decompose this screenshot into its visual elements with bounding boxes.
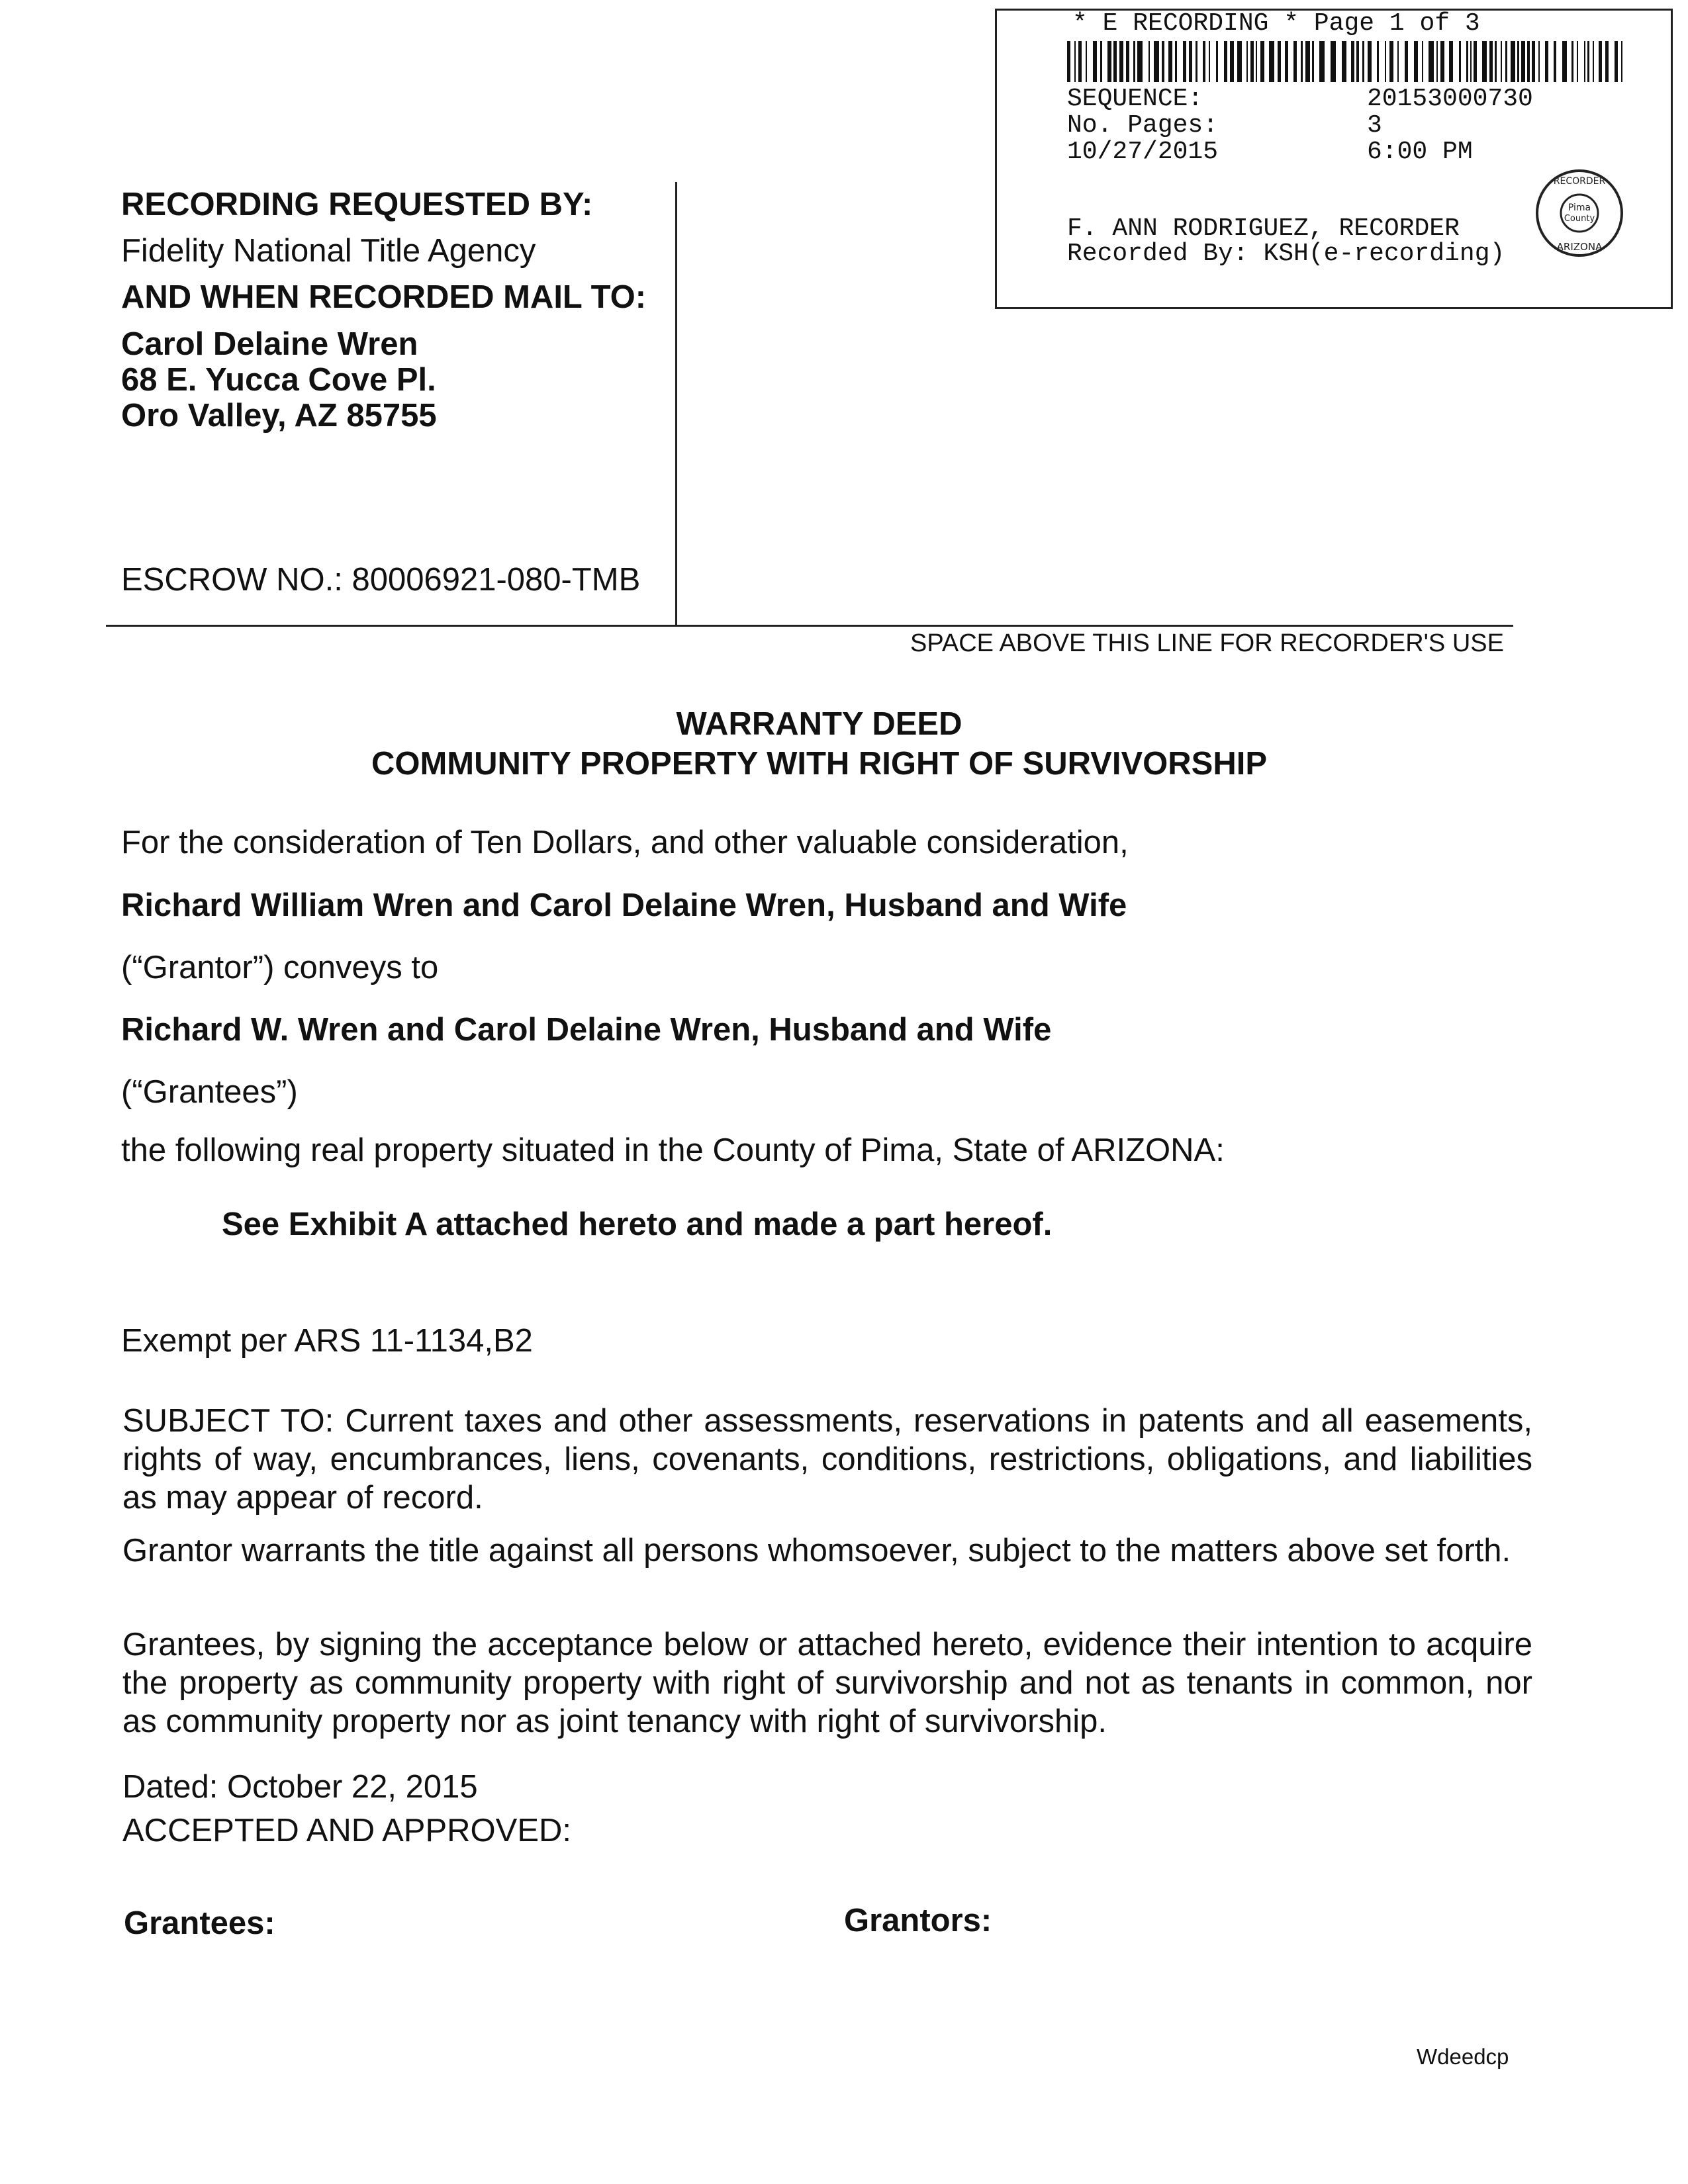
- barcode-bar: [1224, 41, 1227, 82]
- barcode-bar: [1342, 41, 1346, 82]
- barcode-bar: [1562, 41, 1567, 82]
- barcode-bar: [1587, 41, 1589, 82]
- document-title: WARRANTY DEED: [676, 706, 962, 742]
- barcode-bar: [1599, 41, 1602, 82]
- exhibit-reference: See Exhibit A attached hereto and made a part hereof.: [222, 1206, 1053, 1242]
- barcode-bar: [1532, 41, 1535, 82]
- barcode-bar: [1577, 41, 1578, 82]
- recorder-name: F. ANN RODRIGUEZ, RECORDER: [1067, 214, 1460, 243]
- barcode-bar: [1501, 41, 1502, 82]
- barcode-bar: [1482, 41, 1487, 82]
- requested-by-label: RECORDING REQUESTED BY:: [121, 187, 593, 222]
- barcode-bar: [1301, 41, 1303, 82]
- barcode-bar: [1216, 41, 1218, 82]
- recorder-use-line: [106, 625, 1513, 627]
- record-date: 10/27/2015: [1067, 138, 1219, 166]
- county-recorder-seal: [1533, 167, 1626, 259]
- barcode-bar: [1385, 41, 1386, 82]
- grantor-label: (“Grantor”) conveys to: [121, 950, 439, 985]
- stamp-header: * E RECORDING * Page 1 of 3: [1072, 9, 1480, 38]
- barcode-bar: [1489, 41, 1493, 82]
- barcode-bar: [1414, 41, 1418, 82]
- barcode-bar: [1237, 41, 1242, 82]
- svg-text:County: County: [1564, 214, 1595, 224]
- barcode-bar: [1149, 41, 1150, 82]
- escrow-number: ESCROW NO.: 80006921-080-TMB: [121, 562, 641, 598]
- barcode-bar: [1293, 41, 1297, 82]
- barcode-bar: [1162, 41, 1164, 82]
- barcode-bar: [1389, 41, 1393, 82]
- barcode-bar: [1331, 41, 1336, 82]
- barcode-bar: [1521, 41, 1525, 82]
- barcode-bar: [1571, 41, 1573, 82]
- barcode-bar: [1100, 41, 1102, 82]
- svg-text:RECORDER: RECORDER: [1553, 176, 1606, 187]
- barcode-bar: [1362, 41, 1364, 82]
- vertical-divider: [675, 182, 677, 625]
- barcode-bar: [1422, 41, 1423, 82]
- form-code: Wdeedcp: [1417, 2044, 1509, 2069]
- barcode-bar: [1405, 41, 1408, 82]
- pages-label: No. Pages:: [1067, 111, 1219, 140]
- barcode-bar: [1260, 41, 1264, 82]
- barcode-bar: [1175, 41, 1177, 82]
- grantors-signature-label: Grantors:: [844, 1903, 992, 1938]
- barcode-bar: [1545, 41, 1548, 82]
- mail-to-street: 68 E. Yucca Cove Pl.: [121, 362, 436, 398]
- property-location: the following real property situated in the County of Pima, State of ARIZONA:: [121, 1132, 1225, 1168]
- barcode-bar: [1511, 41, 1515, 82]
- barcode-bar: [1459, 41, 1461, 82]
- barcode-bar: [1474, 41, 1477, 82]
- barcode-bar: [1517, 41, 1519, 82]
- barcode-bar: [1429, 41, 1434, 82]
- grantees-intent-paragraph: Grantees, by signing the acceptance below or attached hereto, evidence their intention to acquire the property as community property with right of survivorship and not as tenants in common, nor as community property nor as joint tenancy with right of survivorship.: [122, 1627, 1532, 1739]
- barcode-bar: [1305, 41, 1310, 82]
- barcode-bar: [1554, 41, 1556, 82]
- barcode-bar: [1126, 41, 1129, 82]
- barcode-bar: [1269, 41, 1274, 82]
- dated-line: Dated: October 22, 2015: [122, 1769, 478, 1805]
- barcode-bar: [1356, 41, 1359, 82]
- barcode-bar: [1368, 41, 1372, 82]
- barcode-bar: [1319, 41, 1325, 82]
- barcode-bar: [1615, 41, 1618, 82]
- recorder-use-note: SPACE ABOVE THIS LINE FOR RECORDER'S USE: [910, 629, 1504, 657]
- svg-text:Pima: Pima: [1568, 203, 1591, 213]
- barcode-bar: [1256, 41, 1257, 82]
- barcode-bar: [1621, 41, 1622, 82]
- document-subtitle: COMMUNITY PROPERTY WITH RIGHT OF SURVIVORSHIP: [371, 746, 1268, 782]
- requested-by-value: Fidelity National Title Agency: [121, 233, 536, 269]
- barcode-bar: [1137, 41, 1143, 82]
- barcode-bar: [1183, 41, 1186, 82]
- barcode-bar: [1246, 41, 1248, 82]
- barcode-bar: [1449, 41, 1453, 82]
- barcode-bar: [1351, 41, 1354, 82]
- grantees-signature-label: Grantees:: [124, 1905, 275, 1941]
- mail-to-city: Oro Valley, AZ 85755: [121, 398, 437, 433]
- sequence-label: SEQUENCE:: [1067, 85, 1203, 113]
- barcode-bar: [1527, 41, 1530, 82]
- accepted-approved: ACCEPTED AND APPROVED:: [122, 1813, 572, 1848]
- barcode-bar: [1605, 41, 1609, 82]
- grantor-names: Richard William Wren and Carol Delaine Wren, Husband and Wife: [121, 887, 1127, 923]
- barcode-bar: [1086, 41, 1087, 82]
- warranty-paragraph: Grantor warrants the title against all persons whomsoever, subject to the matters above set forth.: [122, 1533, 1511, 1569]
- grantee-label: (“Grantees”): [121, 1074, 298, 1110]
- barcode-bar: [1250, 41, 1254, 82]
- consideration-text: For the consideration of Ten Dollars, and other valuable consideration,: [121, 825, 1129, 860]
- barcode-bar: [1470, 41, 1472, 82]
- recorded-by: Recorded By: KSH(e-recording): [1067, 240, 1505, 268]
- barcode-bar: [1285, 41, 1288, 82]
- barcode-bar: [1078, 41, 1082, 82]
- barcode-bar: [1505, 41, 1507, 82]
- subject-to-paragraph: SUBJECT TO: Current taxes and other assessments, reservations in patents and all easements, rights of way, encumbrances, liens, covenants, conditions, restrictions, obligations, and liabilities as may appear of record.: [122, 1403, 1532, 1516]
- barcode-bar: [1074, 41, 1076, 82]
- barcode-bar: [1397, 41, 1399, 82]
- barcode-bar: [1440, 41, 1444, 82]
- barcode-bar: [1538, 41, 1540, 82]
- barcode-bar: [1209, 41, 1210, 82]
- barcode-bar: [1377, 41, 1379, 82]
- barcode-bar: [1093, 41, 1097, 82]
- barcode-bar: [1203, 41, 1205, 82]
- sequence-value: 20153000730: [1367, 85, 1533, 113]
- barcode-bar: [1107, 41, 1111, 82]
- barcode-bar: [1593, 41, 1594, 82]
- barcode: [1067, 41, 1630, 82]
- barcode-bar: [1230, 41, 1234, 82]
- barcode-bar: [1168, 41, 1172, 82]
- barcode-bar: [1154, 41, 1159, 82]
- barcode-bar: [1466, 41, 1468, 82]
- barcode-bar: [1312, 41, 1314, 82]
- mail-to-label: AND WHEN RECORDED MAIL TO:: [121, 279, 647, 315]
- barcode-bar: [1278, 41, 1281, 82]
- record-time: 6:00 PM: [1367, 138, 1473, 166]
- grantee-names: Richard W. Wren and Carol Delaine Wren, Husband and Wife: [121, 1012, 1052, 1048]
- barcode-bar: [1119, 41, 1123, 82]
- barcode-bar: [1067, 41, 1070, 82]
- pages-value: 3: [1367, 111, 1382, 140]
- barcode-bar: [1584, 41, 1585, 82]
- barcode-bar: [1495, 41, 1497, 82]
- barcode-bar: [1133, 41, 1135, 82]
- mail-to-name: Carol Delaine Wren: [121, 326, 418, 362]
- exemption-note: Exempt per ARS 11-1134,B2: [121, 1323, 533, 1359]
- svg-text:ARIZONA: ARIZONA: [1556, 241, 1603, 253]
- barcode-bar: [1196, 41, 1197, 82]
- barcode-bar: [1436, 41, 1438, 82]
- barcode-bar: [1113, 41, 1117, 82]
- barcode-bar: [1189, 41, 1192, 82]
